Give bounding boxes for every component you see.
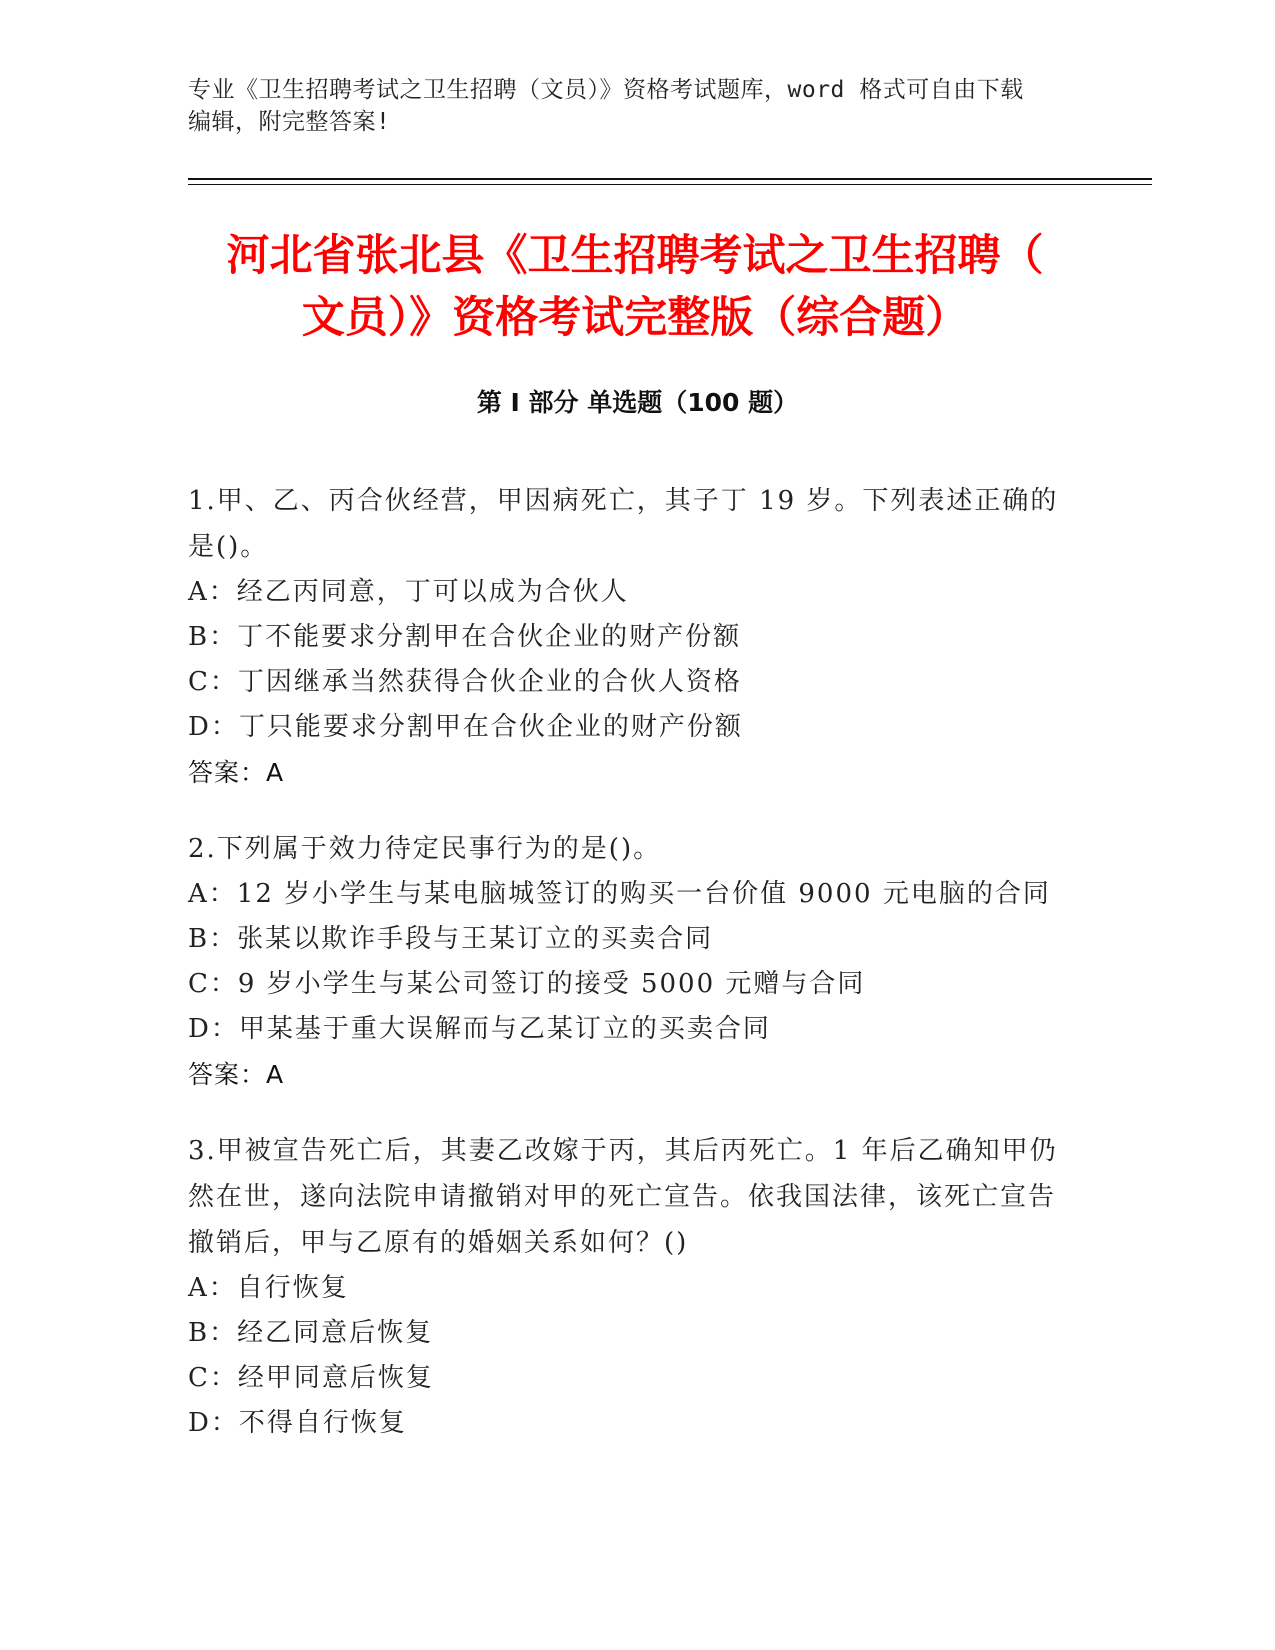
header-note — [188, 74, 1108, 138]
option-a: A：自行恢复 — [188, 1273, 349, 1303]
header-note-line-1: 专业《卫生招聘考试之卫生招聘（文员）》资格考试题库，word 格式可自由下载 — [188, 77, 1024, 103]
header-divider-thick — [188, 178, 1152, 180]
option-d: D：甲某基于重大误解而与乙某订立的买卖合同 — [188, 1014, 771, 1044]
section-heading: 第 I 部分 单选题（100 题） — [476, 388, 799, 417]
option-a: A：经乙丙同意，丁可以成为合伙人 — [188, 577, 629, 607]
answer-label: 答案：A — [188, 1060, 285, 1089]
option-a: A：12 岁小学生与某电脑城签订的购买一台价值 9000 元电脑的合同 — [188, 879, 1051, 909]
question-stem: 2.下列属于效力待定民事行为的是()。 — [188, 834, 662, 864]
question-2 — [188, 826, 1083, 1098]
option-c: C：9 岁小学生与某公司签订的接受 5000 元赠与合同 — [188, 969, 866, 999]
option-b: B：经乙同意后恢复 — [188, 1318, 434, 1348]
option-b: B：丁不能要求分割甲在合伙企业的财产份额 — [188, 622, 742, 652]
document-title-line-2: 文员）》资格考试完整版（综合题） — [301, 293, 969, 343]
document-title-line-1: 河北省张北县《卫生招聘考试之卫生招聘（ — [226, 231, 1044, 281]
answer-label: 答案：A — [188, 758, 285, 787]
question-1 — [188, 478, 1083, 796]
document-title — [160, 225, 1110, 349]
question-stem: 3.甲被宣告死亡后，其妻乙改嫁于丙，其后丙死亡。1 年后乙确知甲仍然在世，遂向法院申请撤销对甲的死亡宣告。依我国法律，该死亡宣告撤销后，甲与乙原有的婚姻关系如何？() — [188, 1136, 1058, 1258]
header-note-line-2: 编辑，附完整答案! — [188, 109, 391, 135]
option-d: D：丁只能要求分割甲在合伙企业的财产份额 — [188, 712, 743, 742]
option-c: C：丁因继承当然获得合伙企业的合伙人资格 — [188, 667, 742, 697]
question-list — [188, 478, 1083, 1476]
option-c: C：经甲同意后恢复 — [188, 1363, 434, 1393]
header-divider-thin — [188, 184, 1152, 185]
question-3 — [188, 1128, 1083, 1446]
question-stem: 1.甲、乙、丙合伙经营，甲因病死亡，其子丁 19 岁。下列表述正确的是()。 — [188, 486, 1059, 562]
option-d: D：不得自行恢复 — [188, 1408, 407, 1438]
option-b: B：张某以欺诈手段与王某订立的买卖合同 — [188, 924, 714, 954]
